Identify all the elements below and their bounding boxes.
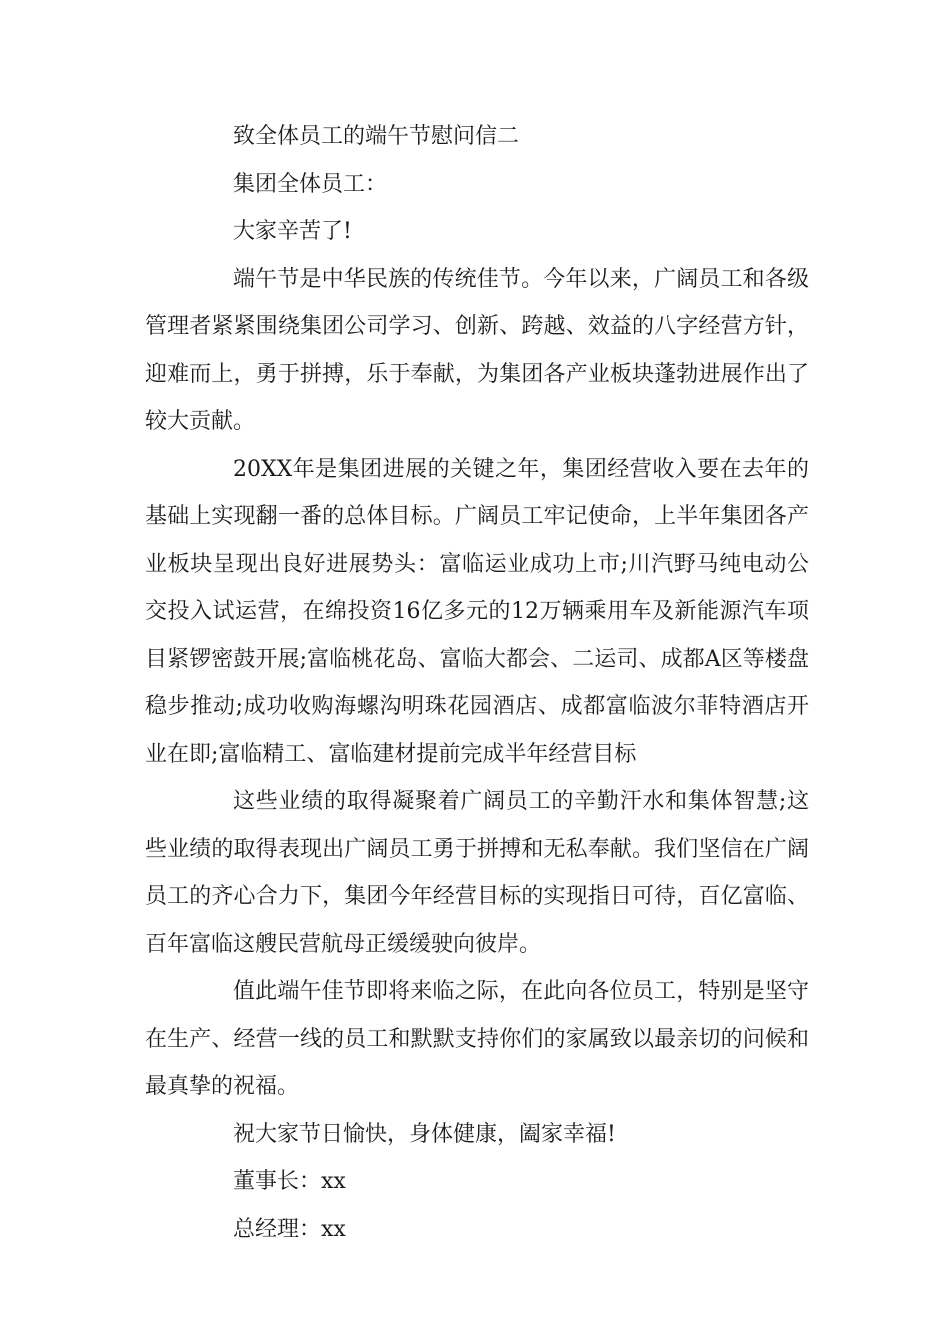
paragraph: 端午节是中华民族的传统佳节。今年以来，广阔员工和各级管理者紧紧围绕集团公司学习、创新、跨越、效益的八字经营方针，迎难而上，勇于拼搏，乐于奉献，为集团各产业板块蓬勃进展作出了较大贡献。: [145, 266, 809, 434]
closing-wishes: 祝大家节日愉快，身体健康，阖家幸福!: [233, 1121, 616, 1147]
paragraph: 20XX年是集团进展的关键之年，集团经营收入要在去年的基础上实现翻一番的总体目标。广阔员工牢记使命，上半年集团各产业板块呈现出良好进展势头：富临运业成功上市;川汽野马纯电动公交投入试运营，在绵投资16亿多元的12万辆乘用车及新能源汽车项目紧锣密鼓开展;富临桃花岛、富临大都会、二运司、成都A区等楼盘稳步推动;成功收购海螺沟明珠花园酒店、成都富临波尔菲特酒店开业在即;富临精工、富临建材提前完成半年经营目标: [145, 456, 809, 767]
paragraph: 这些业绩的取得凝聚着广阔员工的辛勤汗水和集体智慧;这些业绩的取得表现出广阔员工勇于拼搏和无私奉献。我们坚信在广阔员工的齐心合力下，集团今年经营目标的实现指日可待，百亿富临、百年富临这艘民营航母正缓缓驶向彼岸。: [145, 789, 809, 957]
letter-body: [145, 113, 809, 1253]
letter-title: 致全体员工的端午节慰问信二: [233, 124, 520, 149]
salutation: 集团全体员工：: [233, 171, 388, 197]
paragraph: 值此端午佳节即将来临之际，在此向各位员工，特别是坚守在生产、经营一线的员工和默默支持你们的家属致以最亲切的问候和最真挚的祝福。: [145, 979, 809, 1099]
signature-chairman: 董事长：xx: [233, 1169, 346, 1194]
signature-general-manager: 总经理：xx: [233, 1216, 346, 1242]
greeting: 大家辛苦了!: [233, 219, 352, 244]
